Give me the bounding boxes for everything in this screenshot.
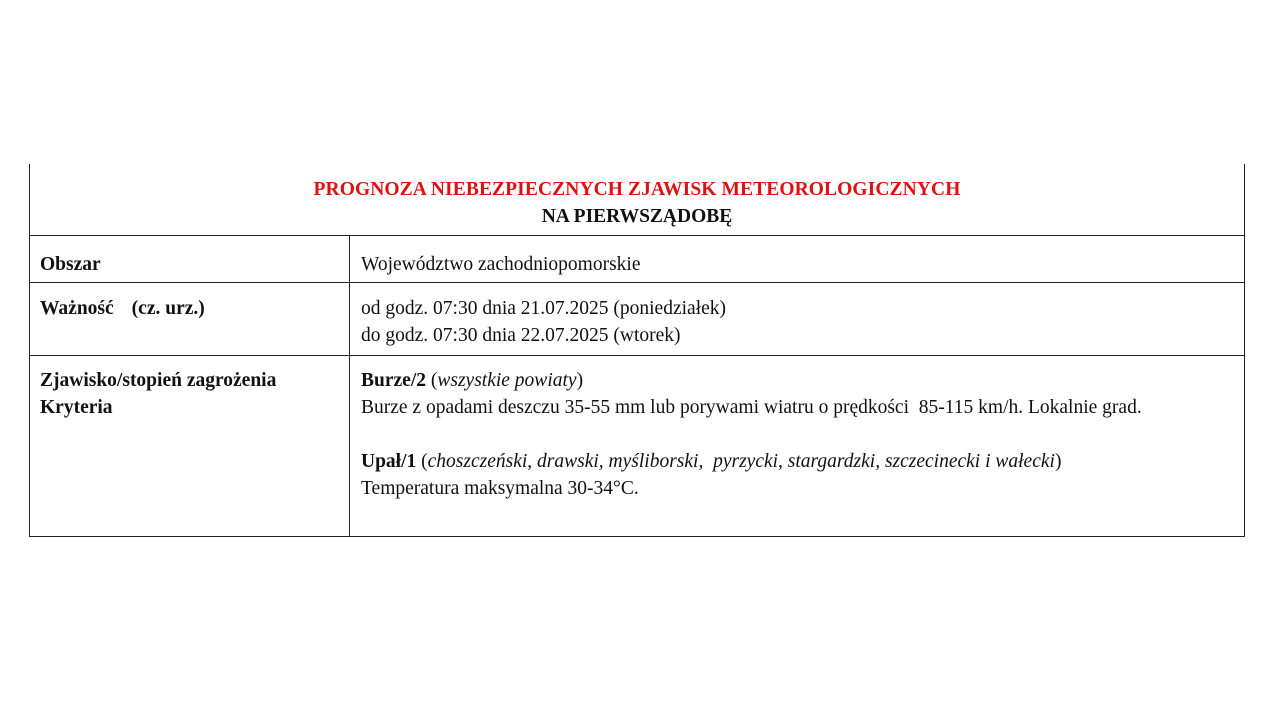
validity-from: od godz. 07:30 dnia 21.07.2025 (poniedziałek)	[361, 298, 727, 319]
heat-areas: choszczeński, drawski, myśliborski, pyrzycki, stargardzki, szczecinecki i wałecki	[427, 451, 1055, 472]
storms-name: Burze/2	[361, 370, 426, 391]
title-main: PROGNOZA NIEBEZPIECZNYCH ZJAWISK METEOROLOGICZNYCH	[313, 179, 961, 200]
storms-close-paren: )	[576, 370, 584, 391]
warning-table	[29, 164, 1245, 537]
storms-heading	[361, 367, 1224, 394]
heat-heading	[361, 448, 1224, 475]
validity-label-text: Ważność	[40, 298, 114, 319]
validity-label	[40, 295, 205, 322]
validity-label-note: (cz. urz.)	[131, 298, 205, 319]
phenomenon-label	[40, 367, 276, 421]
area-label: Obszar	[40, 254, 101, 275]
phenomenon-label-line1: Zjawisko/stopień zagrożenia	[40, 370, 277, 391]
row-area	[30, 236, 1244, 283]
row-phenomenon	[30, 356, 1244, 537]
table-title	[30, 164, 1244, 236]
title-sub: NA PIERWSZĄDOBĘ	[541, 206, 733, 227]
heat-name: Upał/1	[361, 451, 417, 472]
validity-to: do godz. 07:30 dnia 22.07.2025 (wtorek)	[361, 325, 681, 346]
storms-open-paren: (	[425, 370, 438, 391]
heat-close-paren: )	[1054, 451, 1062, 472]
area-value: Województwo zachodniopomorskie	[361, 254, 641, 275]
storms-areas: wszystkie powiaty	[437, 370, 577, 391]
phenomenon-value	[361, 367, 1224, 502]
storms-description: Burze z opadami deszczu 35-55 mm lub porywami wiatru o prędkości 85-115 km/h. Lokalnie grad.	[361, 397, 1142, 418]
heat-open-paren: (	[416, 451, 428, 472]
validity-value	[361, 295, 1224, 349]
row-validity	[30, 283, 1244, 356]
phenomenon-label-line2: Kryteria	[40, 397, 113, 418]
heat-description: Temperatura maksymalna 30-34°C.	[361, 478, 639, 499]
